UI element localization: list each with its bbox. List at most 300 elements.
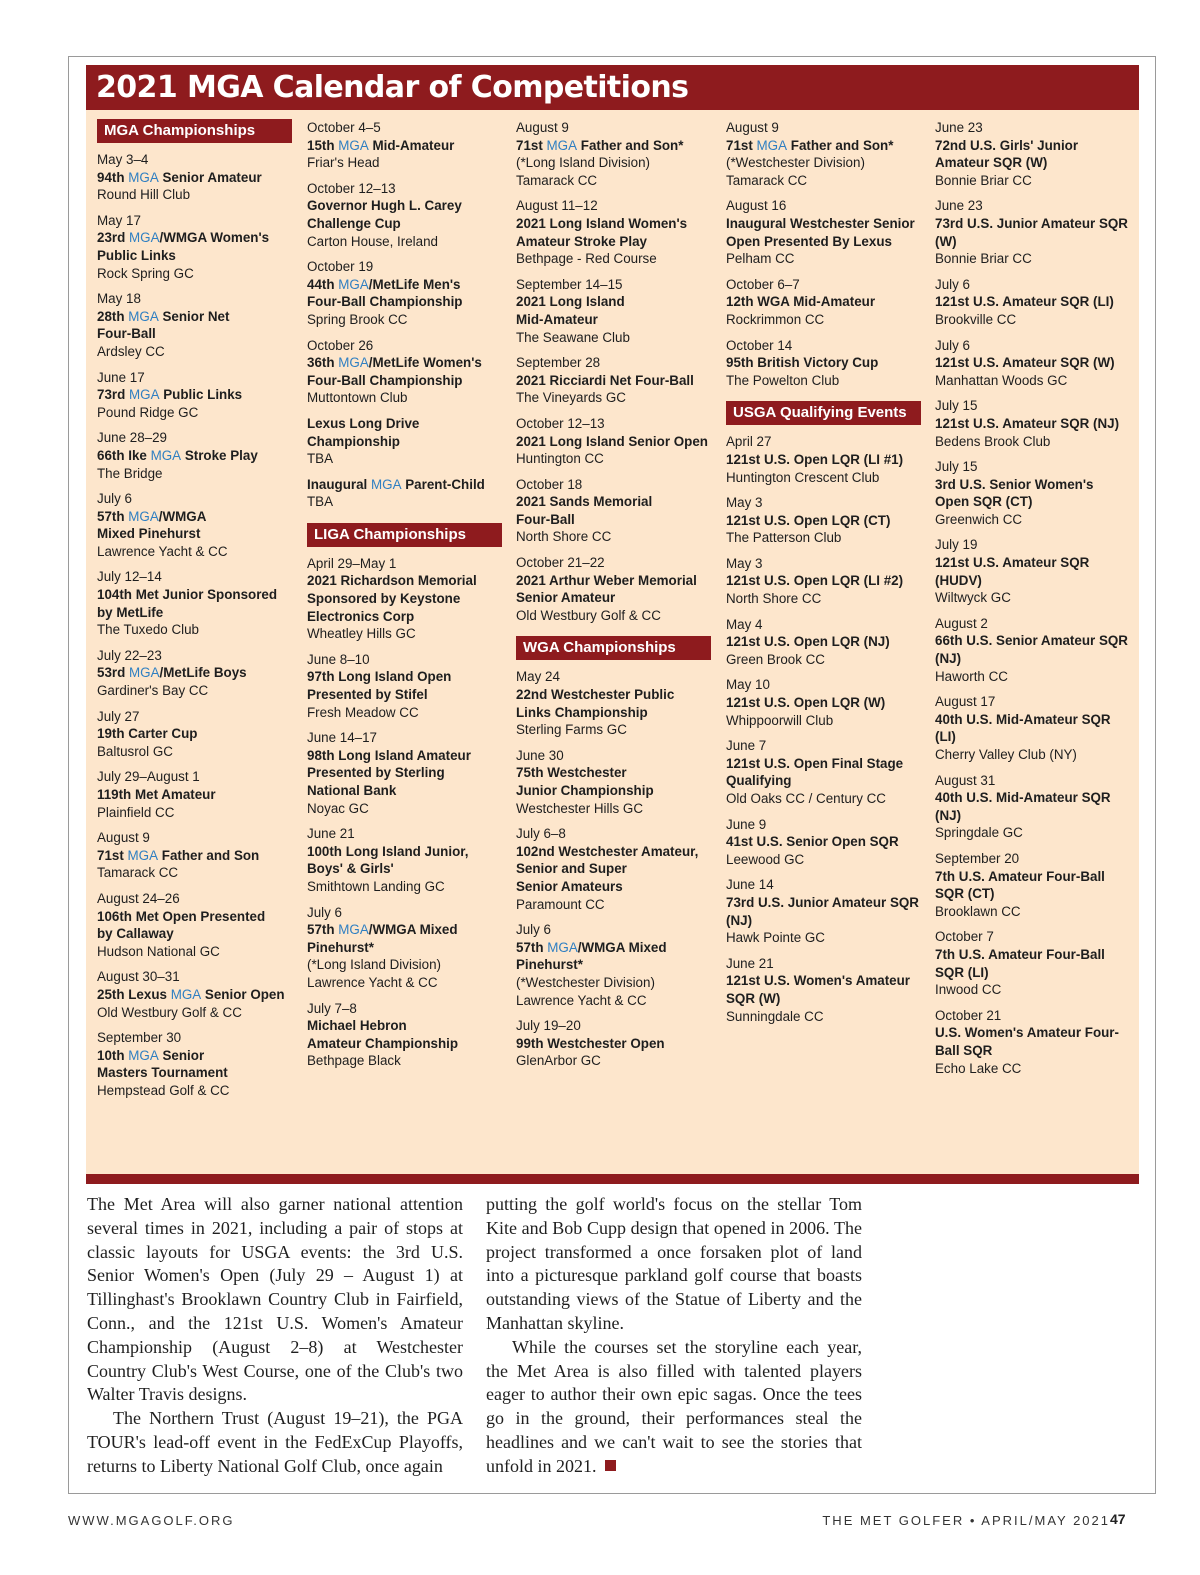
article-paragraph: putting the golf world's focus on the stellar Tom Kite and Bob Cupp design that opened in 2006. The project transformed a once forsaken plot of land into a picturesque parkland golf course that boasts outstanding views of the Statue of Liberty and the Manhattan skyline. xyxy=(486,1194,862,1333)
event-date: October 7 xyxy=(935,929,994,945)
event-name xyxy=(307,354,509,372)
calendar-panel xyxy=(86,65,1139,1184)
calendar-event xyxy=(307,119,509,172)
event-venue: Old Westbury Golf & CC xyxy=(516,607,661,623)
event-name xyxy=(307,764,509,782)
event-name-text: 66th Ike xyxy=(97,447,151,463)
event-name-text: 2021 Ricciardi Net Four-Ball xyxy=(516,372,694,388)
event-name-text: Open Presented By Lexus xyxy=(726,233,892,249)
event-name-text: (NJ) xyxy=(935,807,962,823)
event-venue: Tamarack CC xyxy=(516,172,598,188)
event-name xyxy=(935,1042,1137,1060)
event-name xyxy=(307,590,509,608)
calendar-event xyxy=(97,768,299,821)
calendar-event xyxy=(726,119,928,189)
event-venue: TBA xyxy=(307,451,334,467)
calendar-event xyxy=(307,476,509,511)
event-venue: The Patterson Club xyxy=(726,530,842,546)
event-date: October 26 xyxy=(307,337,374,353)
event-venue: Springdale GC xyxy=(935,825,1023,841)
event-name-text: 25th Lexus xyxy=(97,986,171,1002)
event-name xyxy=(97,664,299,682)
event-date: June 14–17 xyxy=(307,730,377,746)
event-venue: Hawk Pointe GC xyxy=(726,930,825,946)
event-name-text: Senior Open xyxy=(201,986,285,1002)
event-venue: Old Westbury Golf & CC xyxy=(97,1004,242,1020)
event-name-text: 95th British Victory Cup xyxy=(726,355,879,371)
calendar-event xyxy=(726,816,928,869)
event-venue: North Shore CC xyxy=(516,529,612,545)
event-name-text: Four-Ball Championship xyxy=(307,294,463,310)
mga-wordmark: MGA xyxy=(338,355,369,371)
calendar-event xyxy=(935,693,1137,763)
event-name xyxy=(935,354,1137,372)
event-name-text: Senior Net xyxy=(158,308,230,324)
event-name-text: 7th U.S. Amateur Four-Ball xyxy=(935,868,1105,884)
event-name xyxy=(97,1047,299,1065)
calendar-event xyxy=(516,276,718,346)
event-name-text: Challenge Cup xyxy=(307,215,401,231)
event-venue: Old Oaks CC / Century CC xyxy=(726,791,886,806)
article-paragraph: The Northern Trust (August 19–21), the PGA TOUR's lead-off event in the FedExCup Playoffs, returns to Liberty National Golf Club, once again xyxy=(87,1408,463,1476)
event-name xyxy=(935,885,1137,903)
event-name-text: Senior Amateurs xyxy=(516,878,623,894)
event-name-text: Masters Tournament xyxy=(97,1065,228,1081)
mga-wordmark: MGA xyxy=(128,1047,159,1063)
event-venue: Green Brook CC xyxy=(726,651,825,667)
event-date: August 30–31 xyxy=(97,969,180,985)
event-name-text: Parent-Child xyxy=(401,476,485,492)
event-name-text: Inaugural xyxy=(307,476,371,492)
event-name xyxy=(307,137,509,155)
event-date: May 17 xyxy=(97,212,141,228)
event-name-text: 19th Carter Cup xyxy=(97,726,198,742)
event-name xyxy=(97,604,299,622)
event-name xyxy=(97,229,299,247)
event-name xyxy=(726,633,928,651)
event-name xyxy=(97,725,299,743)
event-name xyxy=(307,782,509,800)
calendar-event xyxy=(97,968,299,1021)
event-venue: Bethpage Black xyxy=(307,1053,401,1069)
event-date: October 21–22 xyxy=(516,555,605,571)
event-name-text: Four-Ball xyxy=(97,326,156,342)
event-venue: Bonnie Briar CC xyxy=(935,172,1032,188)
event-name xyxy=(726,990,928,1008)
event-name-text: Stroke Play xyxy=(181,447,258,463)
mga-wordmark: MGA xyxy=(128,308,159,324)
calendar-event xyxy=(97,369,299,422)
mga-wordmark: MGA xyxy=(127,847,159,863)
event-name-text: 3rd U.S. Senior Women's xyxy=(935,476,1094,492)
event-name-text: 121st U.S. Amateur SQR (W) xyxy=(935,355,1115,371)
event-name xyxy=(935,572,1137,590)
event-name-text: 2021 Arthur Weber Memorial xyxy=(516,572,697,588)
event-name xyxy=(97,1064,299,1082)
event-date: May 3 xyxy=(726,555,763,571)
event-name xyxy=(516,372,718,390)
event-venue: Manhattan Woods GC xyxy=(935,372,1068,388)
event-name-text: 2021 Long Island Women's xyxy=(516,215,688,231)
event-name xyxy=(726,972,928,990)
event-name xyxy=(516,311,718,329)
event-name-text: SQR (LI) xyxy=(935,964,989,980)
event-name xyxy=(516,233,718,251)
event-date: June 17 xyxy=(97,369,145,385)
event-name xyxy=(726,833,928,851)
event-venue: The Tuxedo Club xyxy=(97,622,199,638)
event-date: May 4 xyxy=(726,616,763,632)
event-date: May 10 xyxy=(726,677,770,693)
calendar-event xyxy=(97,212,299,282)
calendar-event xyxy=(97,151,299,204)
calendar-event xyxy=(307,180,509,250)
event-venue: Hempstead Golf & CC xyxy=(97,1082,230,1098)
calendar-event xyxy=(726,737,928,807)
mga-wordmark: MGA xyxy=(150,447,182,463)
event-name-text: (NJ) xyxy=(726,912,753,928)
calendar-event xyxy=(516,1017,718,1070)
event-name-text: Amateur Stroke Play xyxy=(516,233,647,249)
event-name-text: 22nd Westchester Public xyxy=(516,687,675,703)
footer-website: WWW.MGAGOLF.ORG xyxy=(68,1513,235,1528)
event-name-text: 100th Long Island Junior, xyxy=(307,843,469,859)
event-name-text: 121st U.S. Amateur SQR (NJ) xyxy=(935,415,1120,431)
event-name-text: Electronics Corp xyxy=(307,608,415,624)
event-name xyxy=(307,686,509,704)
event-date: April 27 xyxy=(726,434,772,450)
event-venue: Smithtown Landing GC xyxy=(307,878,445,894)
calendar-event xyxy=(726,676,928,729)
event-name-text: 75th Westchester xyxy=(516,765,627,781)
calendar-event xyxy=(97,490,299,560)
event-venue: Westchester Hills GC xyxy=(516,800,643,816)
event-name xyxy=(307,860,509,878)
event-venue: Wiltwyck GC xyxy=(935,590,1011,606)
calendar-column-1 xyxy=(97,119,299,1100)
event-name xyxy=(516,878,718,896)
event-name xyxy=(307,668,509,686)
event-venue: Muttontown Club xyxy=(307,390,408,406)
event-name-text: Senior Amateur xyxy=(158,169,262,185)
calendar-event xyxy=(726,433,928,486)
event-date: June 21 xyxy=(726,955,774,971)
event-venue: Bethpage - Red Course xyxy=(516,251,657,267)
event-name-text: Links Championship xyxy=(516,704,648,720)
event-name-text: 2021 Richardson Memorial xyxy=(307,573,477,589)
event-name xyxy=(726,912,928,930)
event-name-text: 121st U.S. Women's Amateur xyxy=(726,973,911,989)
event-name xyxy=(97,586,299,604)
article-paragraph: The Met Area will also garner national attention several times in 2021, including a pair of stops at classic layouts for USGA events: the 3rd U.S. Senior Women's Open (July 29 – August 1) at Tillinghast's Brooklawn Country Club in Fairfield, Conn., and the 121st U.S. Women's Amateur Championship (August 2–8) at Westchester Country Club's West Course, one of the Club's two Walter Travis designs. xyxy=(87,1194,463,1405)
event-date: July 6 xyxy=(935,337,970,353)
event-name-text: 2021 Long Island xyxy=(516,294,625,310)
event-name xyxy=(935,554,1137,572)
event-division: (*Long Island Division) xyxy=(307,957,441,973)
mga-wordmark: MGA xyxy=(338,276,369,292)
event-date: July 15 xyxy=(935,459,978,475)
event-name-text: 121st U.S. Open LQR (W) xyxy=(726,695,886,711)
event-date: August 11–12 xyxy=(516,198,598,214)
event-name xyxy=(516,589,718,607)
event-venue: Rock Spring GC xyxy=(97,265,194,281)
event-name-text: 28th xyxy=(97,308,129,324)
event-date: July 15 xyxy=(935,398,978,414)
event-name xyxy=(516,137,718,155)
event-name xyxy=(935,964,1137,982)
event-name-text: Four-Ball xyxy=(516,511,575,527)
calendar-event xyxy=(97,708,299,761)
calendar-column-5 xyxy=(935,119,1137,1077)
event-name-text: (W) xyxy=(935,233,957,249)
calendar-event xyxy=(307,825,509,895)
event-name-text: Qualifying xyxy=(726,773,792,789)
event-name-text: Senior and Super xyxy=(516,861,627,877)
event-name-text: Public Links xyxy=(159,387,243,403)
calendar-event xyxy=(726,876,928,946)
event-name-text: SQR (W) xyxy=(726,990,781,1006)
event-name-text: Father and Son* xyxy=(577,137,684,153)
calendar-event xyxy=(726,276,928,329)
event-name-text: (LI) xyxy=(935,729,956,745)
event-venue: Huntington CC xyxy=(516,451,604,467)
section-heading: MGA Championships xyxy=(97,119,292,143)
event-name-text: U.S. Women's Amateur Four- xyxy=(935,1025,1119,1041)
article-column-right xyxy=(486,1193,862,1479)
event-name-text: 71st xyxy=(726,137,757,153)
event-venue: Paramount CC xyxy=(516,896,605,912)
event-venue: Plainfield CC xyxy=(97,804,175,820)
event-venue: Rockrimmon CC xyxy=(726,311,825,327)
event-date: July 22–23 xyxy=(97,647,162,663)
event-name-text: by MetLife xyxy=(97,604,164,620)
calendar-event xyxy=(935,536,1137,606)
calendar-event xyxy=(516,921,718,1009)
event-date: June 9 xyxy=(726,816,767,832)
event-name xyxy=(935,233,1137,251)
event-date: April 29–May 1 xyxy=(307,555,397,571)
event-date: October 6–7 xyxy=(726,276,800,292)
calendar-event xyxy=(516,119,718,189)
event-name xyxy=(935,215,1137,233)
event-date: August 17 xyxy=(935,694,996,710)
calendar-event xyxy=(935,337,1137,390)
event-name-text: 15th xyxy=(307,137,339,153)
event-name xyxy=(307,843,509,861)
event-date: May 18 xyxy=(97,291,141,307)
event-venue: Cherry Valley Club (NY) xyxy=(935,747,1077,762)
event-name xyxy=(726,772,928,790)
event-name xyxy=(97,308,299,326)
calendar-event xyxy=(935,850,1137,920)
event-name xyxy=(97,525,299,543)
calendar-event xyxy=(935,197,1137,267)
event-name xyxy=(307,747,509,765)
calendar-event xyxy=(726,197,928,267)
calendar-event xyxy=(97,429,299,482)
event-name xyxy=(935,493,1137,511)
event-name-text: 23rd xyxy=(97,230,130,246)
event-name xyxy=(726,137,928,155)
event-name-text: 119th Met Amateur xyxy=(97,787,216,802)
event-venue: North Shore CC xyxy=(726,591,822,607)
event-name-text: Presented by Stifel xyxy=(307,687,428,703)
event-name-text: Ball SQR xyxy=(935,1042,993,1058)
calendar-column-4 xyxy=(726,119,928,1025)
event-name-text: (NJ) xyxy=(935,651,962,667)
event-name xyxy=(307,215,509,233)
event-name-text: Michael Hebron xyxy=(307,1018,407,1034)
mga-wordmark: MGA xyxy=(756,137,788,153)
event-venue: Bedens Brook Club xyxy=(935,433,1051,449)
event-name-text: Father and Son xyxy=(158,847,260,863)
event-name-text: Sponsored by Keystone xyxy=(307,591,461,607)
event-date: October 19 xyxy=(307,259,374,275)
event-name xyxy=(516,764,718,782)
event-venue: Gardiner's Bay CC xyxy=(97,683,209,699)
event-name-text: Amateur Championship xyxy=(307,1035,459,1051)
calendar-event xyxy=(307,415,509,468)
section-heading: WGA Championships xyxy=(516,636,711,660)
event-venue: Bonnie Briar CC xyxy=(935,251,1032,267)
event-venue: Fresh Meadow CC xyxy=(307,704,419,720)
event-venue: Haworth CC xyxy=(935,668,1008,684)
event-name xyxy=(97,847,299,865)
event-venue: Echo Lake CC xyxy=(935,1060,1022,1076)
event-name-text: Championship xyxy=(307,433,400,449)
calendar-event xyxy=(935,119,1137,189)
event-name-text: /WMGA xyxy=(158,508,207,524)
page-number: 47 xyxy=(1110,1511,1126,1527)
event-name-text: National Bank xyxy=(307,783,397,798)
event-name xyxy=(726,354,928,372)
event-name xyxy=(516,215,718,233)
event-name-text: 99th Westchester Open xyxy=(516,1035,665,1051)
event-name xyxy=(516,293,718,311)
calendar-event xyxy=(935,1007,1137,1077)
event-name xyxy=(726,572,928,590)
event-name xyxy=(726,215,928,233)
event-name-text: 2021 Long Island Senior Open xyxy=(516,433,708,449)
event-date: July 6 xyxy=(935,276,970,292)
article-column-left xyxy=(87,1193,463,1479)
calendar-event xyxy=(307,904,509,992)
event-name-text: /WMGA Mixed xyxy=(368,922,458,938)
event-name-text: Senior Amateur xyxy=(516,590,616,606)
calendar-event xyxy=(935,772,1137,842)
event-date: June 8–10 xyxy=(307,651,370,667)
event-name xyxy=(935,154,1137,172)
calendar-column-2 xyxy=(307,119,509,1070)
footer-publication: THE MET GOLFER • APRIL/MAY 2021 xyxy=(822,1513,1110,1528)
event-name-text: 66th U.S. Senior Amateur SQR xyxy=(935,633,1128,649)
event-venue: Sterling Farms GC xyxy=(516,722,627,738)
event-name-text: by Callaway xyxy=(97,926,174,942)
event-name xyxy=(516,956,718,974)
event-date: June 28–29 xyxy=(97,430,167,446)
event-name-text: /MetLife Women's xyxy=(368,355,482,371)
event-name-text: 73rd xyxy=(97,387,130,403)
end-mark-icon xyxy=(605,1460,616,1471)
event-venue: Tamarack CC xyxy=(97,865,179,881)
event-name xyxy=(726,894,928,912)
event-venue: Round Hill Club xyxy=(97,187,191,203)
event-name-text: 97th Long Island Open xyxy=(307,669,452,685)
event-date: October 21 xyxy=(935,1007,1002,1023)
event-name xyxy=(516,493,718,511)
event-name-text: 98th Long Island Amateur xyxy=(307,747,471,763)
event-name xyxy=(97,508,299,526)
event-venue: Whippoorwill Club xyxy=(726,712,834,728)
event-name xyxy=(307,415,509,433)
event-name-text: 121st U.S. Open LQR (LI #2) xyxy=(726,573,904,589)
article-paragraph xyxy=(486,1336,862,1479)
event-date: May 24 xyxy=(516,669,560,685)
event-name-text: /WMGA Women's xyxy=(159,230,270,246)
event-name xyxy=(935,293,1137,311)
calendar-column-3 xyxy=(516,119,718,1070)
event-name xyxy=(726,755,928,773)
event-name xyxy=(516,782,718,800)
event-venue: Carton House, Ireland xyxy=(307,233,439,249)
event-date: October 4–5 xyxy=(307,120,381,135)
event-venue: Greenwich CC xyxy=(935,511,1023,527)
event-name-text: 7th U.S. Amateur Four-Ball xyxy=(935,946,1105,962)
mga-wordmark: MGA xyxy=(128,169,159,185)
event-name xyxy=(97,925,299,943)
event-name-text: SQR (CT) xyxy=(935,886,995,902)
event-date: August 2 xyxy=(935,615,988,631)
event-date: September 30 xyxy=(97,1030,182,1046)
calendar-event xyxy=(97,290,299,360)
event-name-text: /MetLife Boys xyxy=(159,665,247,681)
event-date: October 14 xyxy=(726,337,793,353)
event-name xyxy=(516,843,718,861)
event-name xyxy=(97,169,299,187)
calendar-event xyxy=(516,354,718,407)
event-name xyxy=(307,608,509,626)
event-name xyxy=(516,1035,718,1053)
event-name-text: 72nd U.S. Girls' Junior xyxy=(935,137,1079,153)
event-date: September 20 xyxy=(935,850,1020,866)
event-venue: Noyac GC xyxy=(307,800,369,816)
event-date: August 9 xyxy=(516,120,569,135)
event-venue: GlenArbor GC xyxy=(516,1053,601,1069)
event-venue: Brooklawn CC xyxy=(935,903,1021,919)
event-name-text: 44th xyxy=(307,276,339,292)
event-name xyxy=(97,247,299,265)
event-venue: The Vineyards GC xyxy=(516,390,626,406)
event-name xyxy=(307,572,509,590)
event-name xyxy=(97,386,299,404)
event-date: June 23 xyxy=(935,120,983,135)
event-venue: Inwood CC xyxy=(935,982,1002,998)
event-date: October 12–13 xyxy=(516,415,605,431)
event-name xyxy=(935,711,1137,729)
event-name-text: 102nd Westchester Amateur, xyxy=(516,843,699,859)
event-date: September 14–15 xyxy=(516,276,623,292)
event-venue: Brookville CC xyxy=(935,311,1017,327)
event-name xyxy=(935,632,1137,650)
event-name-text: Amateur SQR (W) xyxy=(935,155,1048,171)
event-name-text: 94th xyxy=(97,169,129,185)
event-date: August 16 xyxy=(726,198,787,214)
event-name-text: 73rd U.S. Junior Amateur SQR xyxy=(726,894,919,910)
calendar-event xyxy=(516,668,718,738)
calendar-event xyxy=(307,337,509,407)
event-date: July 19–20 xyxy=(516,1018,581,1034)
event-name-text: Pinehurst* xyxy=(516,957,583,973)
